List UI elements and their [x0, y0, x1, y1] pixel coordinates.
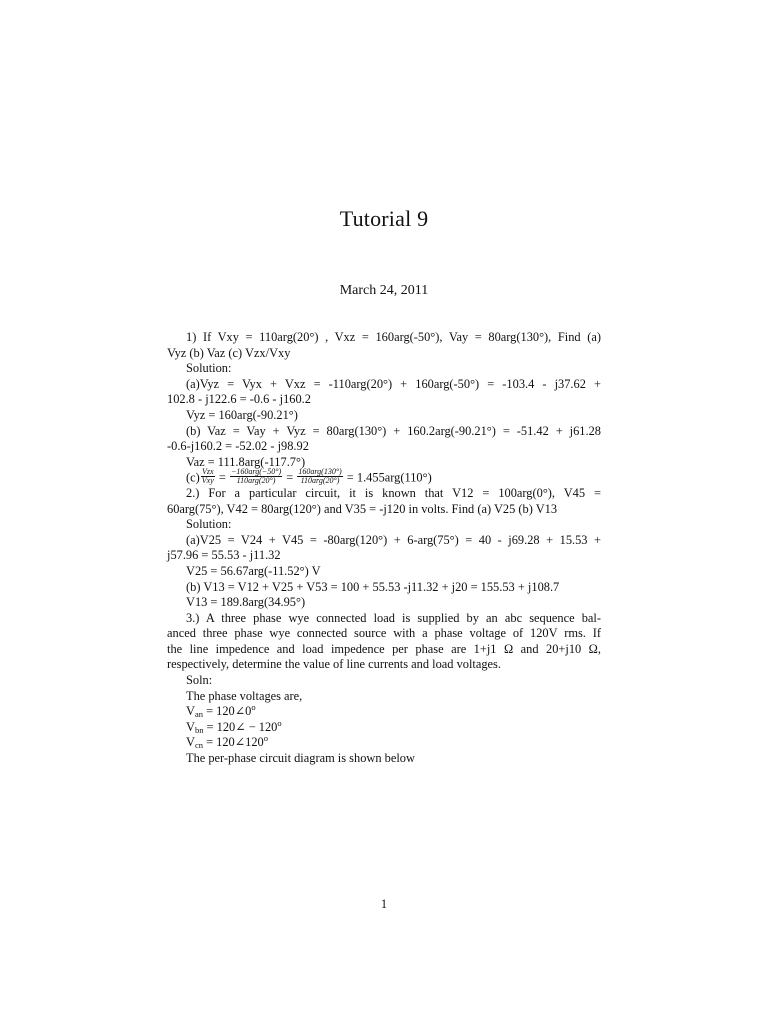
degree-superscript: o — [277, 717, 282, 728]
fraction-denominator: 110arg(20°) — [236, 476, 276, 486]
voltage-value: = 120∠0 — [202, 704, 252, 719]
voltage-subscript: bn — [194, 724, 204, 735]
voltage-subscript: an — [194, 709, 203, 720]
fraction-denominator: Vxy — [201, 476, 214, 486]
q2-part-b-line-1: (b) V13 = V12 + V25 + V53 = 100 + 55.53 -j11.32 + j20 = 155.53 + j108.7 — [186, 579, 560, 594]
voltage-symbol: V — [186, 719, 195, 734]
equals-sign: = — [218, 470, 226, 485]
q1-part-c-prefix: (c) — [186, 470, 200, 485]
q1-part-c-fraction-2 — [230, 468, 282, 485]
fraction-numerator: −160arg(−50°) — [230, 467, 282, 477]
q2-statement-line-2: 60arg(75°), V42 = 80arg(120°) and V35 = -j120 in volts. Find (a) V25 (b) V13 — [167, 501, 558, 516]
q2-v25-result: V25 = 56.67arg(-11.52°) V — [186, 563, 321, 578]
q1-statement-line-2: Vyz (b) Vaz (c) Vzx/Vxy — [167, 345, 291, 360]
fraction-numerator: Vzx — [201, 467, 214, 477]
q3-statement-line-1: 3.) A three phase wye connected load is supplied by an abc sequence bal- — [186, 610, 601, 625]
equals-sign: = — [286, 470, 294, 485]
q1-part-b-line-1: (b) Vaz = Vay + Vyz = 80arg(130°) + 160.2arg(-90.21°) = -51.42 + j61.28 — [186, 423, 601, 438]
q3-vbn-equation — [167, 717, 601, 736]
q1-part-a-line-1: (a)Vyz = Vyx + Vxz = -110arg(20°) + 160arg(-50°) = -103.4 - j37.62 + — [186, 376, 601, 391]
q1-part-c-result: = 1.455arg(110°) — [346, 470, 432, 485]
q3-statement-line-2: anced three phase wye connected source with a phase voltage of 120V rms. If — [167, 626, 601, 641]
q2-solution-label: Solution: — [186, 517, 232, 532]
voltage-value: = 120∠ − 120 — [203, 719, 278, 734]
q2-v13-result: V13 = 189.8arg(34.95°) — [186, 595, 306, 610]
q3-phase-voltages-intro: The phase voltages are, — [186, 688, 303, 703]
q1-vyz-result: Vyz = 160arg(-90.21°) — [186, 407, 298, 422]
document-body — [167, 330, 601, 767]
voltage-value: = 120∠120 — [202, 735, 264, 750]
voltage-symbol: V — [186, 735, 195, 750]
q2-part-a-line-2: j57.96 = 55.53 - j11.32 — [167, 548, 281, 563]
fraction-numerator: 160arg(130°) — [298, 467, 342, 477]
q3-statement-line-3: the line impedence and load impedence per phase are 1+j1 Ω and 20+j10 Ω, — [167, 641, 601, 656]
q2-part-a-line-1: (a)V25 = V24 + V45 = -80arg(120°) + 6-arg(75°) = 40 - j69.28 + 15.53 + — [186, 532, 601, 547]
page-number: 1 — [380, 897, 388, 911]
q1-solution-label: Solution: — [186, 361, 232, 376]
q3-van-equation — [167, 704, 601, 720]
degree-superscript: o — [251, 702, 256, 713]
fraction-denominator: 110arg(20°) — [300, 476, 340, 486]
q1-part-b-line-2: -0.6-j160.2 = -52.02 - j98.92 — [167, 439, 309, 454]
q3-statement-line-4: respectively, determine the value of line currents and load voltages. — [167, 657, 501, 672]
q2-statement-line-1: 2.) For a particular circuit, it is known that V12 = 100arg(0°), V45 = — [186, 485, 601, 500]
q1-part-c-fraction-1 — [201, 468, 215, 485]
voltage-subscript: cn — [194, 740, 203, 751]
voltage-symbol: V — [186, 704, 195, 719]
document-date: March 24, 2011 — [339, 283, 429, 298]
q1-part-c-fraction-3 — [297, 468, 342, 485]
q1-vaz-result: Vaz = 111.8arg(-117.7°) — [186, 454, 306, 469]
q1-part-a-line-2: 102.8 - j122.6 = -0.6 - j160.2 — [167, 392, 311, 407]
q1-part-c-equation — [167, 467, 601, 486]
degree-superscript: o — [263, 733, 268, 744]
q3-diagram-caption: The per-phase circuit diagram is shown below — [186, 751, 415, 766]
q3-soln-label: Soln: — [186, 673, 213, 688]
document-title: Tutorial 9 — [339, 206, 429, 231]
q3-vcn-equation — [167, 735, 601, 751]
q1-statement-line-1: 1) If Vxy = 110arg(20°) , Vxz = 160arg(-50°), Vay = 80arg(130°), Find (a) — [186, 330, 601, 344]
